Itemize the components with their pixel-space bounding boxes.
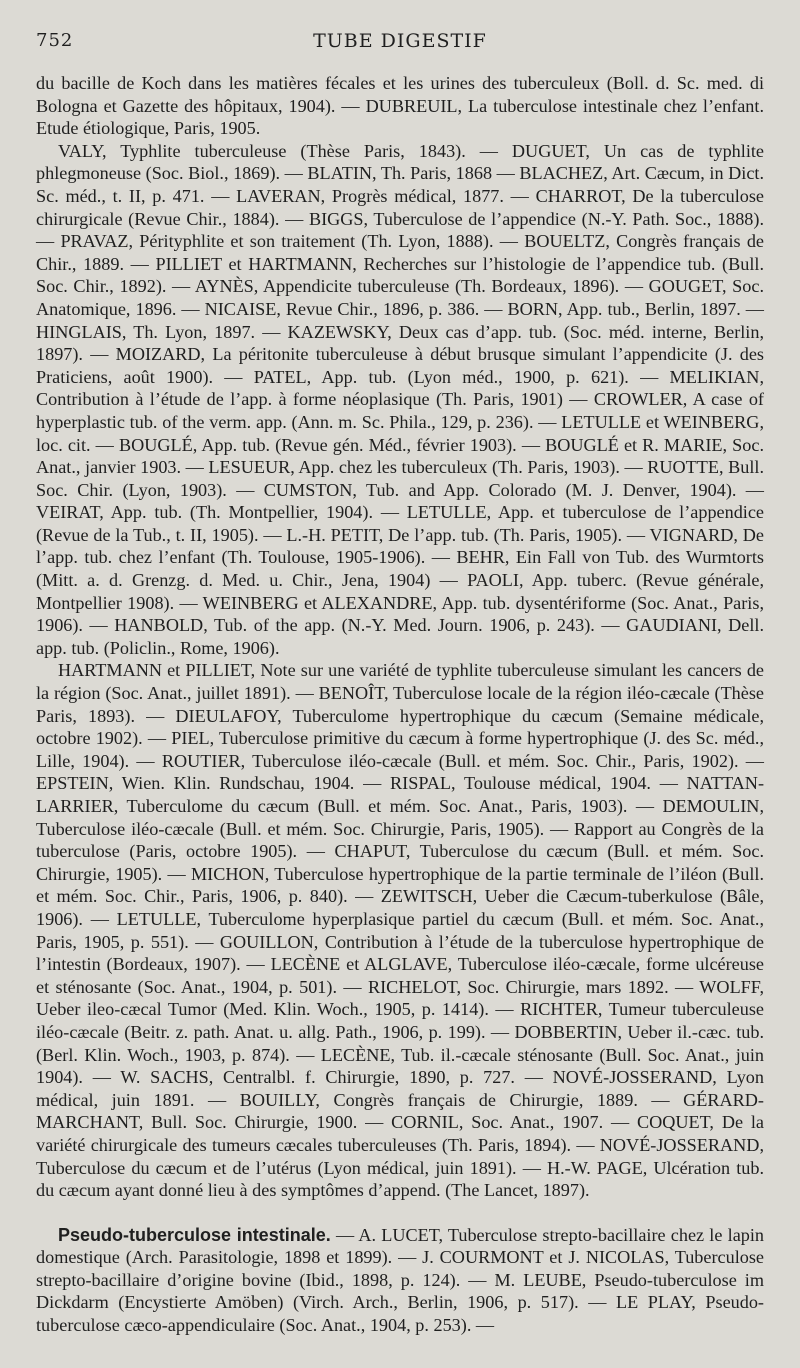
bibliography-paragraph: du bacille de Koch dans les matières fécales et les urines des tuberculeux (Boll. d. Sc. med. di Bologna et Gazette des hôpitaux, 1904). — DUBREUIL, La tuberculose intestinale chez l’enfant. Etude étiologique, Paris, 1905. xyxy=(36,73,764,139)
bibliography-paragraph: HARTMANN et PILLIET, Note sur une variété de typhlite tuberculeuse simulant les cancers de la région (Soc. Anat., juillet 1891). — BENOÎT, Tuberculose locale de la région iléo-cæcale (Thèse Paris, 1893). — DIEULAFOY, Tuberculome hypertrophique du cæcum (Semaine médicale, octobre 1902). — PIEL, Tuberculose primitive du cæcum à forme hypertrophique (J. des Sc. méd., Lille, 1904). — ROUTIER, Tuberculose iléo-cæcale (Bull. et mém. Soc. Chir., Paris, 1902). — EPSTEIN, Wien. Klin. Rundschau, 1904. — RISPAL, Toulouse médical, 1904. — NATTAN-LARRIER, Tuberculome du cæcum (Bull. et mém. Soc. Anat., Paris, 1903). — DEMOULIN, Tuberculose iléo-cæcale (Bull. et mém. Soc. Chirurgie, Paris, 1905). — Rapport au Congrès de la tuberculose (Paris, octobre 1905). — CHAPUT, Tuberculose du cæcum (Bull. et mém. Soc. Chirurgie, 1905). — MICHON, Tuberculose hypertrophique de la partie terminale de l’iléon (Bull. et mém. Soc. Chir., Paris, 1906, p. 840). — ZEWITSCH, Ueber die Cæcum-tuberkulose (Bâle, 1906). — LETULLE, Tuberculome hyperplasique partiel du cæcum (Bull. et mém. Soc. Anat., Paris, 1905, p. 551). — GOUILLON, Contribution à l’étude de la tuberculose hypertrophique de l’intestin (Bordeaux, 1907). — LECÈNE et ALGLAVE, Tuberculose iléo-cæcale, forme ulcéreuse et sténosante (Soc. Anat., 1904, p. 501). — RICHELOT, Soc. Chirurgie, mars 1892. — WOLFF, Ueber ileo-cæcal Tumor (Med. Klin. Woch., 1905, p. 1414). — RICHTER, Tumeur tuberculeuse iléo-cæcale (Beitr. z. path. Anat. u. allg. Path., 1906, p. 199). — DOBBERTIN, Ueber il.-cæc. tub. (Berl. Klin. Woch., 1903, p. 874). — LECÈNE, Tub. il.-cæcale sténosante (Bull. Soc. Anat., juin 1904). — W. SACHS, Centralbl. f. Chirurgie, 1890, p. 727. — NOVÉ-JOSSERAND, Lyon médical, juin 1891. — BOUILLY, Congrès français de Chirurgie, 1889. — GÉRARD-MARCHANT, Bull. Soc. Chirurgie, 1900. — CORNIL, Soc. Anat., 1907. — COQUET, De la variété chirurgicale des tumeurs cæcales tuberculeuses (Th. Paris, 1894). — NOVÉ-JOSSERAND, Tuberculose du cæcum et de l’utérus (Lyon médical, juin 1891). — H.-W. PAGE, Ulcération tub. du cæcum ayant donné lieu à des symptômes d’append. (The Lancet, 1897). xyxy=(36,660,764,1201)
page-header xyxy=(36,26,764,54)
page-number: 752 xyxy=(36,30,74,51)
section-spacer xyxy=(36,1202,764,1224)
section-paragraph xyxy=(36,1224,764,1337)
bibliography-paragraph: VALY, Typhlite tuberculeuse (Thèse Paris, 1843). — DUGUET, Un cas de typhlite phlegmoneuse (Soc. Biol., 1869). — BLATIN, Th. Paris, 1868 — BLACHEZ, Art. Cæcum, in Dict. Sc. méd., t. II, p. 471. — LAVERAN, Progrès médical, 1877. — CHARROT, De la tuberculose chirurgicale (Revue Chir., 1884). — BIGGS, Tuberculose de l’appendice (N.-Y. Path. Soc., 1888). — PRAVAZ, Pérityphlite et son traitement (Th. Lyon, 1888). — BOUELTZ, Congrès français de Chir., 1889. — PILLIET et HARTMANN, Recherches sur l’histologie de l’appendice tub. (Bull. Soc. Chir., 1892). — AYNÈS, Appendicite tuberculeuse (Th. Bordeaux, 1896). — GOUGET, Soc. Anatomique, 1896. — NICAISE, Revue Chir., 1896, p. 386. — BORN, App. tub., Berlin, 1897. — HINGLAIS, Th. Lyon, 1897. — KAZEWSKY, Deux cas d’app. tub. (Soc. méd. interne, Berlin, 1897). — MOIZARD, La péritonite tuberculeuse à début brusque simulant l’appendicite (J. des Praticiens, août 1900). — PATEL, App. tub. (Lyon méd., 1900, p. 621). — MELIKIAN, Contribution à l’étude de l’app. à forme néoplasique (Th. Paris, 1901) — CROWLER, A case of hyperplastic tub. of the verm. app. (Ann. m. Sc. Phila., 129, p. 236). — LETULLE et WEINBERG, loc. cit. — BOUGLÉ, App. tub. (Revue gén. Méd., février 1903). — BOUGLÉ et R. MARIE, Soc. Anat., janvier 1903. — LESUEUR, App. chez les tuberculeux (Th. Paris, 1903). — RUOTTE, Bull. Soc. Chir. (Lyon, 1903). — CUMSTON, Tub. and App. Colorado (M. J. Denver, 1904). — VEIRAT, App. tub. (Th. Montpellier, 1904). — LETULLE, App. et tuberculose de l’appendice (Revue de la Tub., t. II, 1905). — L.-H. PETIT, De l’app. tub. (Th. Paris, 1905). — VIGNARD, De l’app. tub. chez l’enfant (Th. Toulouse, 1905-1906). — BEHR, Ein Fall von Tub. des Wurmtorts (Mitt. a. d. Grenzg. d. Med. u. Chir., Jena, 1904) — PAOLI, App. tuberc. (Revue générale, Montpellier 1908). — WEINBERG et ALEXANDRE, App. tub. dysentériforme (Soc. Anat., Paris, 1906). — HANBOLD, Tub. of the app. (N.-Y. Med. Journ. 1906, p. 243). — GAUDIANI, Dell. app. tub. (Policlin., Rome, 1906). xyxy=(36,140,764,658)
section-text: — A. LUCET, Tuberculose strepto-bacillaire chez le lapin domestique (Arch. Parasitologie, 1898 et 1899). — J. COURMONT et J. NICOLAS, Tuberculose strepto-bacillaire d’origine bovine (Ibid., 1898, p. 124). — M. LEUBE, Pseudo-tuberculose im Dickdarm (Encystierte Amöben) (Virch. Arch., Berlin, 1906, p. 517). — LE PLAY, Pseudo-tuberculose cæco-appendiculaire (Soc. Anat., 1904, p. 253). — xyxy=(36,1224,765,1336)
bibliography-body xyxy=(36,72,764,1337)
section-heading: Pseudo-tuberculose intestinale. xyxy=(58,1224,331,1245)
running-title: TUBE DIGESTIF xyxy=(313,30,487,52)
